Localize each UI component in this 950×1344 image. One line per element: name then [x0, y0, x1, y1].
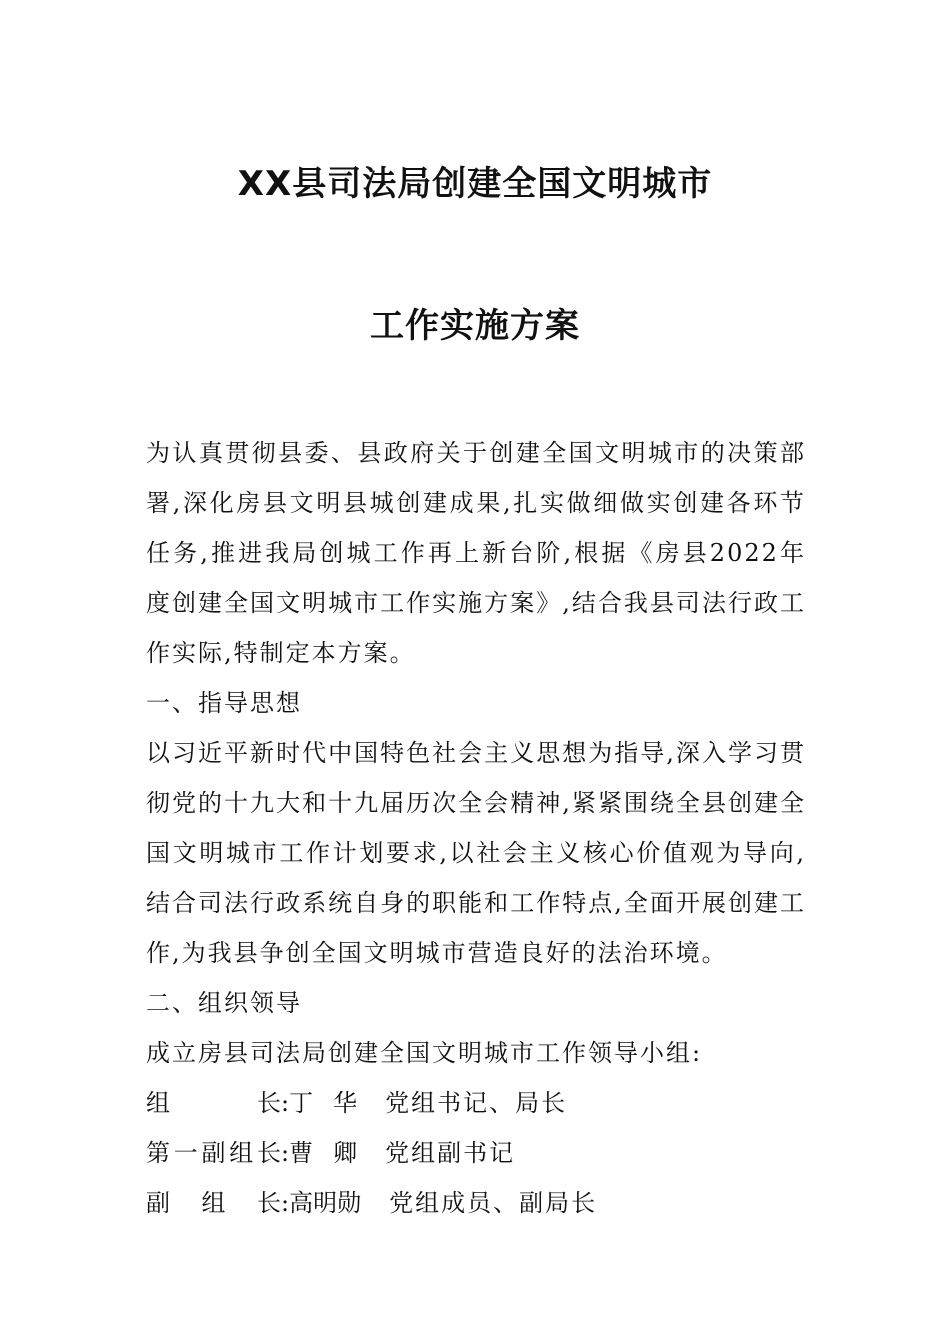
intro-paragraph: 为认真贯彻县委、县政府关于创建全国文明城市的决策部署,深化房县文明县城创建成果,扎实做细做实创建各环节任务,推进我局创城工作再上新台阶,根据《房县2022年度创建全国文明城市工作实施方案》,结合我县司法行政工作实际,特制定本方案。: [146, 439, 806, 667]
member-title: 党组书记、局长: [385, 1089, 568, 1117]
member-row: [146, 1078, 806, 1128]
member-name: 曹 卿: [289, 1139, 358, 1167]
document-title-line-2: 工作实施方案: [370, 306, 580, 346]
member-title: 党组成员、副局长: [389, 1189, 598, 1217]
member-role: 组 长: [146, 1089, 281, 1117]
section-heading-guiding-ideology: 一、指导思想: [146, 689, 302, 717]
document-title-line-1: XX县司法局创建全国文明城市: [237, 164, 713, 204]
member-role: 第 一 副 组 长: [146, 1139, 281, 1167]
organization-intro: 成立房县司法局创建全国文明城市工作领导小组:: [146, 1039, 703, 1067]
guiding-ideology-paragraph: 以习近平新时代中国特色社会主义思想为指导,深入学习贯彻党的十九大和十九届历次全会精神,紧紧围绕全县创建全国文明城市工作计划要求,以社会主义核心价值观为导向,结合司法行政系统自身的职能和工作特点,全面开展创建工作,为我县争创全国文明城市营造良好的法治环境。: [146, 739, 806, 967]
member-title: 党组副书记: [385, 1139, 516, 1167]
member-row: [146, 1128, 806, 1178]
member-colon: :: [281, 1089, 290, 1117]
member-role: 副 组 长: [146, 1189, 281, 1217]
member-name: 高 明 勋: [289, 1189, 362, 1217]
document-body: [146, 428, 806, 1228]
member-colon: :: [281, 1189, 290, 1217]
section-heading-organization: 二、组织领导: [146, 989, 302, 1017]
member-colon: :: [281, 1139, 290, 1167]
member-row: [146, 1178, 806, 1228]
member-name: 丁 华: [289, 1089, 358, 1117]
